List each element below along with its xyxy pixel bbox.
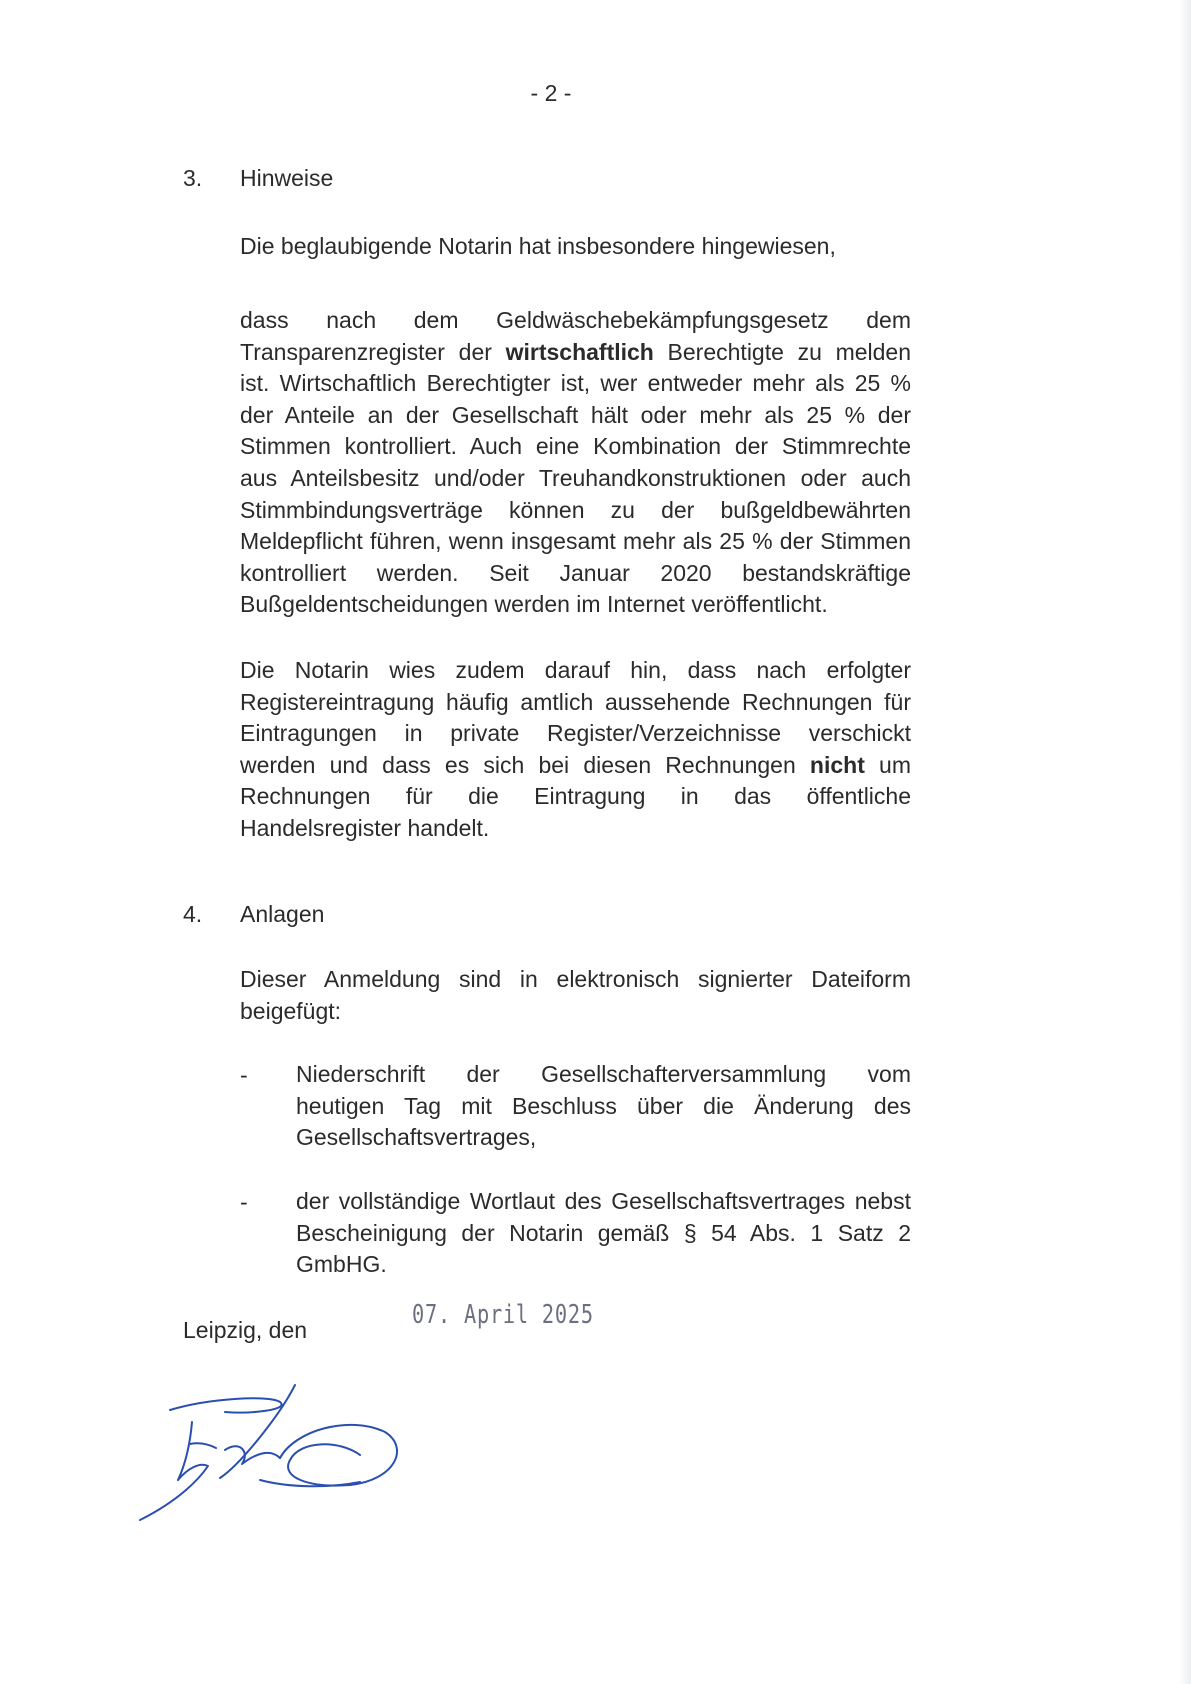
emphasis-text: nicht [809, 751, 865, 778]
text-segment: werden und dass es sich bei diesen Rechnungen [240, 751, 810, 778]
page-number: - 2 - [530, 80, 572, 106]
section-number: 3. [183, 165, 203, 191]
text-line: Stimmen kontrolliert. Auch eine Kombination der Stimmrechte [240, 433, 911, 460]
place-date-label: Leipzig, den [183, 1317, 308, 1343]
list-item [296, 1059, 911, 1154]
text-segment: um [864, 751, 912, 778]
text-line: aus Anteilsbesitz und/oder Treuhandkonstruktionen oder auch [240, 464, 911, 491]
hinweise-paragraph-2 [240, 655, 911, 845]
list-dash: - [240, 1062, 248, 1088]
text-segment: Berechtigte zu melden [653, 338, 912, 365]
text-line: Bescheinigung der Notarin gemäß § 54 Abs. 1 Satz 2 [296, 1219, 911, 1246]
text-line: ist. Wirtschaftlich Berechtigter ist, wer entweder mehr als 25 % [240, 370, 911, 397]
emphasis-text: wirtschaftlich [505, 338, 654, 365]
text-line: der vollständige Wortlaut des Gesellschaftsvertrages nebst [296, 1188, 911, 1214]
text-line: kontrolliert werden. Seit Januar 2020 bestandskräftige [240, 559, 911, 586]
text-line [240, 750, 911, 782]
text-segment: Transparenzregister der [240, 338, 506, 365]
text-line: Gesellschaftsvertrages, [296, 1124, 537, 1151]
text-line: beigefügt: [240, 997, 342, 1024]
text-line: Die Notarin wies zudem darauf hin, dass nach erfolgter [240, 657, 911, 683]
text-line: Rechnungen für die Eintragung in das öffentliche [240, 783, 911, 810]
text-line: Stimmbindungsverträge können zu der bußgeldbewährten [240, 496, 911, 523]
section-title: Hinweise [240, 165, 334, 191]
anlagen-intro [240, 964, 911, 1027]
text-line: Dieser Anmeldung sind in elektronisch signierter Dateiform [240, 966, 911, 992]
list-dash: - [240, 1189, 248, 1215]
text-line: Handelsregister handelt. [240, 814, 490, 841]
text-line: dass nach dem Geldwäschebekämpfungsgesetz dem [240, 307, 911, 333]
hinweise-intro: Die beglaubigende Notarin hat insbesondere hingewiesen, [240, 233, 836, 259]
text-line [240, 337, 911, 369]
text-line: GmbHG. [296, 1251, 387, 1278]
text-line: Bußgeldentscheidungen werden im Internet veröffentlicht. [240, 591, 828, 618]
text-line: Meldepflicht führen, wenn insgesamt mehr als 25 % der Stimmen [240, 528, 911, 555]
text-line: Eintragungen in private Register/Verzeichnisse verschickt [240, 720, 911, 747]
handwritten-signature [130, 1370, 430, 1530]
text-line: heutigen Tag mit Beschluss über die Änderung des [296, 1092, 911, 1119]
text-line: Registereintragung häufig amtlich aussehende Rechnungen für [240, 688, 911, 715]
text-line: Niederschrift der Gesellschafterversammlung vom [296, 1061, 911, 1087]
page-edge [1179, 0, 1191, 1684]
text-line: der Anteile an der Gesellschaft hält oder mehr als 25 % der [240, 401, 911, 428]
hinweise-paragraph-1 [240, 305, 911, 621]
date-stamp: 07. April 2025 [412, 1300, 594, 1330]
list-item [296, 1186, 911, 1281]
section-title: Anlagen [240, 901, 325, 927]
section-number: 4. [183, 901, 203, 927]
